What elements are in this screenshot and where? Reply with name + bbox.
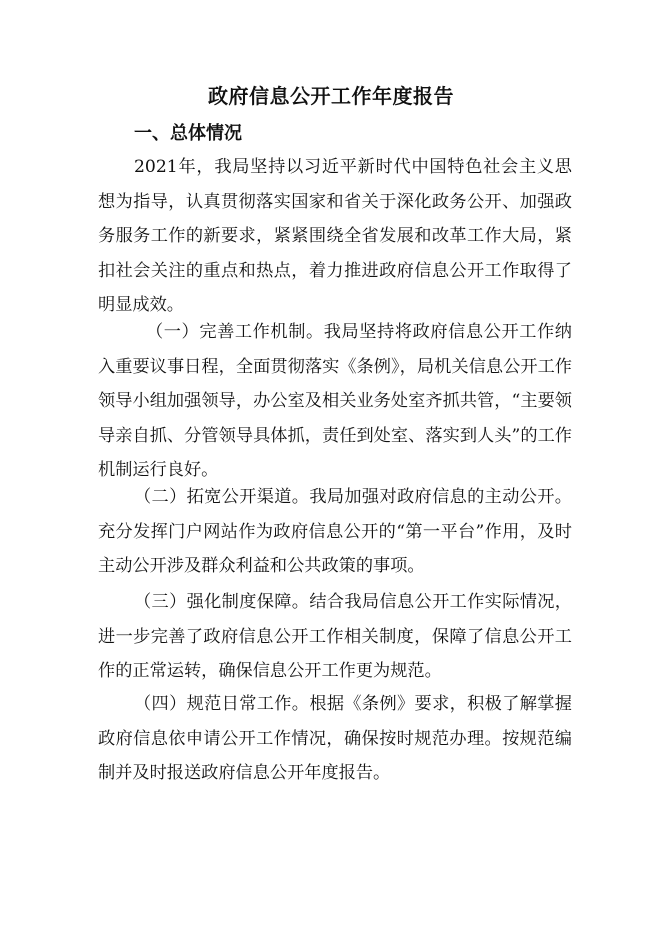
paragraph-work-mechanism: （一）完善工作机制。我局坚持将政府信息公开工作纳入重要议事日程，全面贯彻落实《条例》，局机关信息公开工作领导小组加强领导，办公室及相关业务处室齐抓共管，“主要领导亲自抓、分管领导具体抓，责任到处室、落实到人头”的工作机制运行良好。 xyxy=(98,322,572,481)
section-heading: 一、总体情况 xyxy=(134,123,242,144)
document-title: 政府信息公开工作年度报告 xyxy=(208,84,454,108)
paragraph-system-guarantee: （三）强化制度保障。结合我局信息公开工作实际情况，进一步完善了政府信息公开工作相关制度，保障了信息公开工作的正常运转，确保信息公开工作更为规范。 xyxy=(98,592,572,682)
paragraph-disclosure-channels: （二）拓宽公开渠道。我局加强对政府信息的主动公开。充分发挥门户网站作为政府信息公开的“第一平台”作用，及时主动公开涉及群众利益和公共政策的事项。 xyxy=(98,487,572,577)
paragraph-intro: 2021年，我局坚持以习近平新时代中国特色社会主义思想为指导，认真贯彻落实国家和省关于深化政务公开、加强政务服务工作的新要求，紧紧围绕全省发展和改革工作大局，紧扣社会关注的重点和热点，着力推进政府信息公开工作取得了明显成效。 xyxy=(98,157,572,316)
paragraph-daily-work: （四）规范日常工作。根据《条例》要求，积极了解掌握政府信息依申请公开工作情况，确保按时规范办理。按规范编制并及时报送政府信息公开年度报告。 xyxy=(98,694,572,784)
